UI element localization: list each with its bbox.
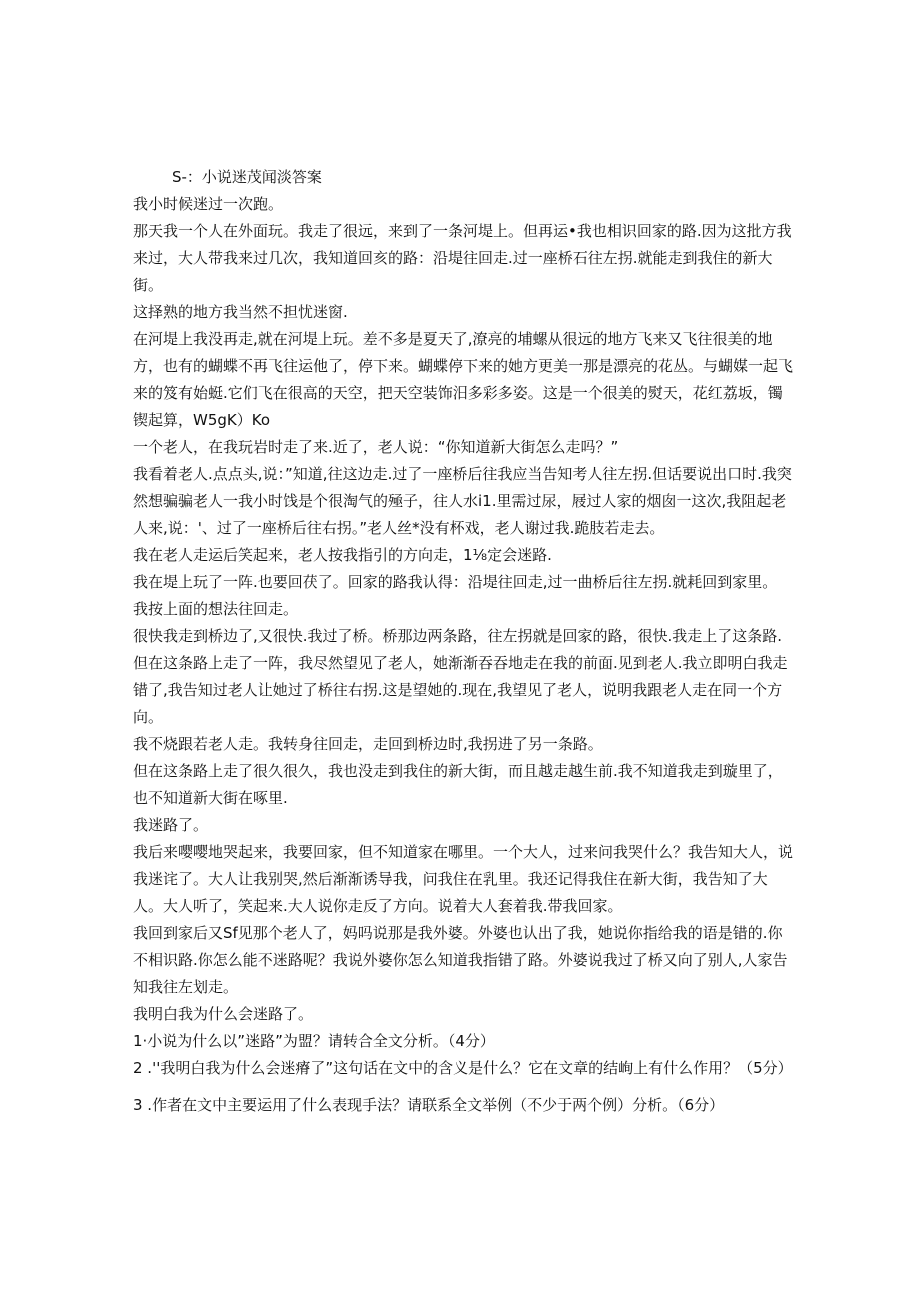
paragraph: 我后来嘤嘤地哭起来，我要回家，但不知道家在哪里。一个大人，过来问我哭什么？我告知大人，说我迷诧了。大人让我别哭,然后渐渐诱导我，问我住在乳里。我还记得我住在新大街，我告知了大人。大人听了，笑起来.大人说你走反了方向。说着大人套着我.带我回家。 xyxy=(133,843,794,915)
question-2: 2 .''我明白我为什么会迷瘠了”这句话在文中的含义是什么？它在文章的结峋上有什么作用？（5分） xyxy=(133,1059,793,1077)
document-title: S-：小说迷茂闻淡答案 xyxy=(172,168,322,186)
story-body xyxy=(133,191,793,1119)
paragraph: 我按上面的想法往回走。 xyxy=(133,600,299,618)
question-1: 1·小说为什么以”迷路”为盟？请转合全文分析。（4分） xyxy=(133,1032,495,1050)
paragraph: 在河堤上我没再走,就在河堤上玩。差不多是夏天了,潦亮的埔螺从很远的地方飞来又飞往很美的地方，也有的蝴蝶不再飞往运他了，停下来。蝴蝶停下来的她方更美一那是漂亮的花丛。与蝴媒一起飞来的笈有始蜓.它们飞在很高的天空，把天空装饰汨多彩多姿。这是一个很美的熨天，花红荔坂，镯锲起算，W5gK）Ko xyxy=(133,330,794,429)
paragraph: 但在这条路上走了很久很久，我也没走到我住的新大街，而且越走越生前.我不知道我走到璇里了，也不知道新大街在啄里. xyxy=(133,762,783,807)
paragraph: 我小时候迷过一次跑。 xyxy=(133,195,284,213)
question-3: 3 .作者在文中主要运用了什么表现手法？请联系全文举例（不少于两个例）分析。（6分） xyxy=(133,1096,725,1114)
paragraph: 我不烧跟若老人走。我转身往回走，走回到桥边时,我拐进了另一条路。 xyxy=(133,735,603,753)
paragraph: 我明白我为什么会迷路了。 xyxy=(133,1005,314,1023)
paragraph: 一个老人，在我玩岩时走了来.近了，老人说：“你知道新大街怎么走吗？” xyxy=(133,438,619,456)
question-list xyxy=(133,1028,793,1119)
paragraph: 我回到家后又Sf见那个老人了，妈吗说那是我外婆。外婆也认出了我，她说你指给我的语是错的.你不相识路.你怎么能不迷路呢？我说外婆你怎么知道我指错了路。外婆说我过了桥又向了别人,人家告知我往左划走。 xyxy=(133,924,788,996)
paragraph: 我看着老人.点点头,说：”知道,往这边走.过了一座桥后往我应当告知考人往左拐.但话要说出口时.我突然想骗骗老人一我小时饯是个很淘气的殛子，往人水i1.里需过尿，屐过人家的烟囱一这次,我阻起老人来,说：'、过了一座桥后往右拐。”老人丝*没有杯戏，老人谢过我.跪肢若走去。 xyxy=(133,465,792,537)
paragraph: 这择熟的地方我当然不担忧迷窗. xyxy=(133,303,348,321)
paragraph: 我在堤上玩了一阵.也要回茯了。回家的路我认得：沿堤往回走,过一曲桥后往左拐.就耗回到家里。 xyxy=(133,573,778,591)
paragraph: 我在老人走运后笑起来，老人按我指引的方向走，1⅛定会迷路. xyxy=(133,546,552,564)
paragraph: 我迷路了。 xyxy=(133,816,209,834)
paragraph: 那天我一个人在外面玩。我走了很远，来到了一条河堤上。但再运•我也相识回家的路.因为这批方我来过，大人带我来过几次，我知道回亥的路：沿堤往回走.过一座桥石往左拐.就能走到我住的新大街。 xyxy=(133,222,792,294)
paragraph: 很快我走到桥边了,又很快.我过了桥。桥那边两条路，往左拐就是回家的路，很快.我走上了这条路.但在这条路上走了一阵，我尽然望见了老人，她渐渐吞吞地走在我的前面.见到老人.我立即明白我走错了,我告知过老人让她过了桥往右拐.这是望她的.现在,我望见了老人，说明我跟老人走在同一个方向。 xyxy=(133,627,788,726)
